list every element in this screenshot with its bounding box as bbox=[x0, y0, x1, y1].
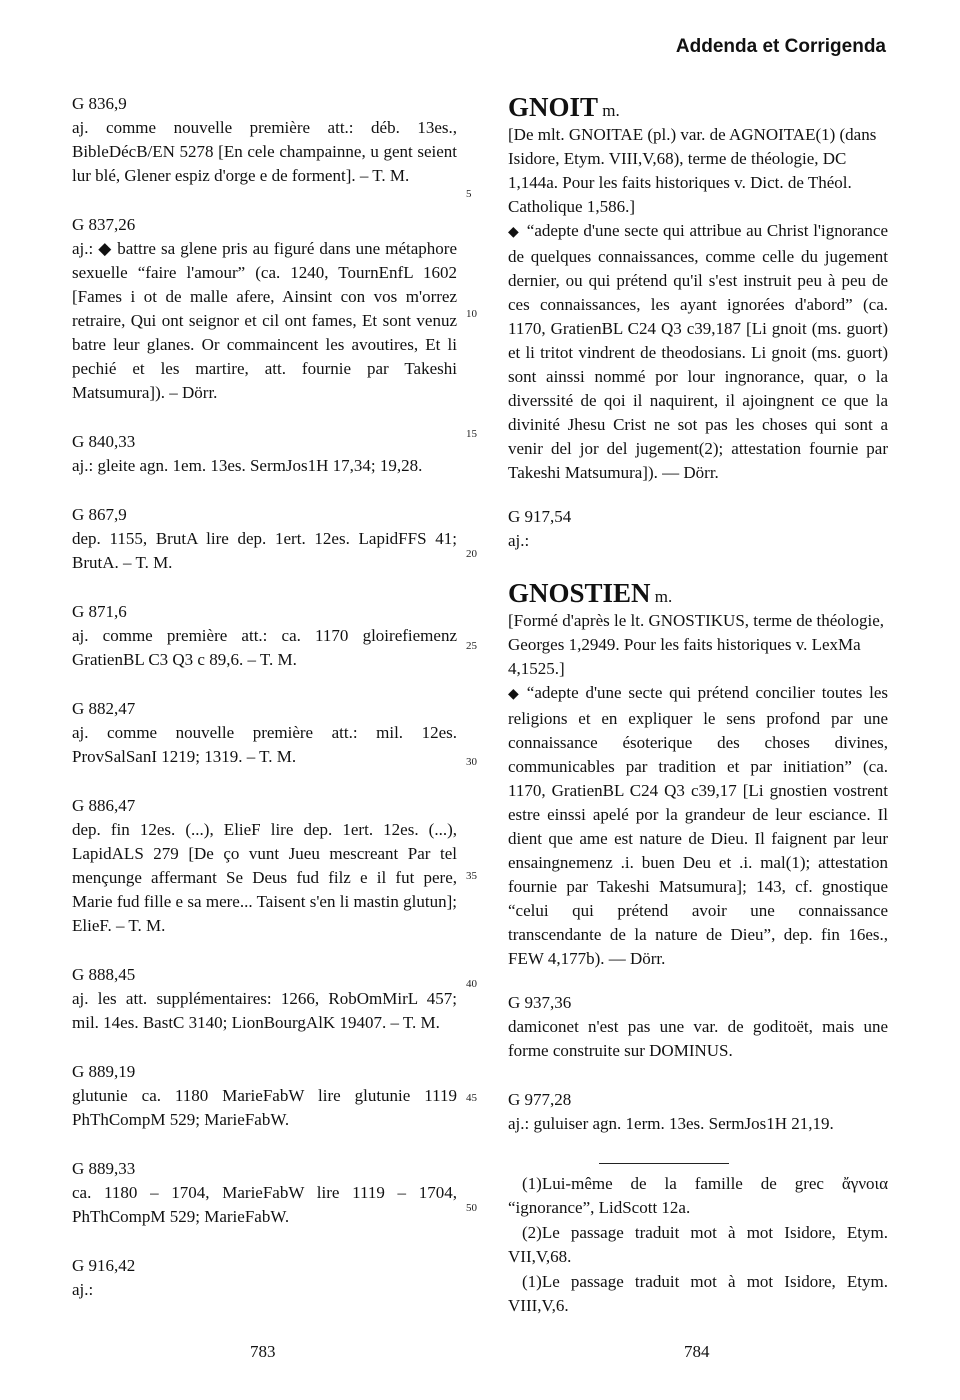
entry-ref: G 840,33 bbox=[72, 432, 136, 451]
entry-ref: G 889,19 bbox=[72, 1062, 136, 1081]
line-number: 25 bbox=[466, 640, 477, 652]
entry-text: aj.: guluiser agn. 1erm. 13es. SermJos1H 21,19. bbox=[508, 1114, 834, 1133]
line-number: 45 bbox=[466, 1092, 477, 1104]
line-number: 40 bbox=[466, 978, 477, 990]
right-column bbox=[508, 92, 888, 1161]
entry-g937 bbox=[508, 991, 888, 1063]
entry-text: aj. comme nouvelle première att.: mil. 12es. ProvSalSanI 1219; 1319. – T. M. bbox=[72, 723, 457, 766]
entry-ref: G 937,36 bbox=[508, 993, 572, 1012]
entry-text: dep. fin 12es. (...), ElieF lire dep. 1ert. 12es. (...), LapidALS 279 [De ço vunt Jueu mescreant Par tel mençunge affermant Se Deus fud filz e il fut pere, Marie fud fille e sa mere... Taisent s'en li mastin glutun]; ElieF. – T. M. bbox=[72, 820, 457, 935]
entry-ref: G 871,6 bbox=[72, 602, 127, 621]
entry-g840 bbox=[72, 430, 457, 478]
entry-text: aj. les att. supplémentaires: 1266, RobOmMirL 457; mil. 14es. BastC 3140; LionBourgAlK 19407. – T. M. bbox=[72, 989, 457, 1032]
entry-ref: G 917,54 bbox=[508, 507, 572, 526]
entry-g886 bbox=[72, 794, 457, 938]
entry-text: dep. 1155, BrutA lire dep. 1ert. 12es. LapidFFS 41; BrutA. – T. M. bbox=[72, 529, 457, 572]
line-number: 5 bbox=[466, 188, 472, 200]
entry-text: glutunie ca. 1180 MarieFabW lire glutunie 1119 PhThCompM 529; MarieFabW. bbox=[72, 1086, 457, 1129]
diamond-icon: ◆ bbox=[508, 687, 519, 702]
entry-ref: G 977,28 bbox=[508, 1090, 572, 1109]
entry-g882 bbox=[72, 697, 457, 769]
grammatical-category: m. bbox=[602, 101, 620, 120]
etymology: [Formé d'après le lt. GNOSTIKUS, terme de théologie, Georges 1,2949. Pour les faits historiques v. LexMa 4,1525.] bbox=[508, 611, 885, 678]
entry-ref: G 836,9 bbox=[72, 94, 127, 113]
running-header: Addenda et Corrigenda bbox=[675, 36, 886, 57]
footnotes bbox=[508, 1172, 888, 1319]
entry-ref: G 889,33 bbox=[72, 1159, 136, 1178]
entry-g837 bbox=[72, 213, 457, 405]
entry-g916 bbox=[72, 1254, 457, 1302]
entry-g836 bbox=[72, 92, 457, 188]
entry-g871 bbox=[72, 600, 457, 672]
entry-ref: G 916,42 bbox=[72, 1256, 136, 1275]
entry-text: aj.: gleite agn. 1em. 13es. SermJos1H 17,34; 19,28. bbox=[72, 456, 423, 475]
etymology: [De mlt. GNOITAE (pl.) var. de AGNOITAE(1) (dans Isidore, Etym. VIII,V,68), terme de théologie, DC 1,144a. Pour les faits historiques v. Dict. de Théol. Catholique 1,586.] bbox=[508, 125, 877, 216]
left-column bbox=[72, 92, 457, 1327]
entry-text: aj.: bbox=[72, 1280, 94, 1299]
line-number: 50 bbox=[466, 1202, 477, 1214]
diamond-icon: ◆ bbox=[508, 225, 519, 240]
sense bbox=[508, 681, 888, 971]
footnote: (1)Lui-même de la famille de grec ἄγνοια “ignorance”, LidScott 12a. bbox=[508, 1174, 888, 1217]
entry-g889-33 bbox=[72, 1157, 457, 1229]
entry-g867 bbox=[72, 503, 457, 575]
headword: GNOSTIEN bbox=[508, 578, 651, 608]
line-number: 35 bbox=[466, 870, 477, 882]
footnote-rule bbox=[599, 1163, 729, 1164]
line-number: 20 bbox=[466, 548, 477, 560]
entry-text: aj.: bbox=[508, 531, 530, 550]
footnote: (2)Le passage traduit mot à mot Isidore, Etym. VII,V,68. bbox=[508, 1223, 888, 1266]
entry-text: ca. 1180 – 1704, MarieFabW lire 1119 – 1704, PhThCompM 529; MarieFabW. bbox=[72, 1183, 457, 1226]
entry-g888 bbox=[72, 963, 457, 1035]
line-number: 15 bbox=[466, 428, 477, 440]
page-number-right: 784 bbox=[684, 1342, 710, 1361]
entry-ref: G 886,47 bbox=[72, 796, 136, 815]
line-number: 30 bbox=[466, 756, 477, 768]
lemma-gnoit bbox=[508, 92, 888, 485]
entry-ref: G 888,45 bbox=[72, 965, 136, 984]
entry-text: aj.: ◆ battre sa glene pris au figuré dans une métaphore sexuelle “faire l'amour” (ca. 1240, TournEnfL 1602 [Fames i ot de malle afere, Ainsint con vos m'orrez retraire, Qui ont seignor et cil ont fames, Et sont venuz batre leur glanes. Or commaincent les avoutires, Et li pechié et les martire, att. fournie par Takeshi Matsumura]). – Dörr. bbox=[72, 239, 457, 402]
entry-text: aj. comme nouvelle première att.: déb. 13es., BibleDécB/EN 5278 [En cele champainne, u gent seient lur blé, Glener espiz d'orge e de forment]. – T. M. bbox=[72, 118, 457, 185]
entry-g889-19 bbox=[72, 1060, 457, 1132]
entry-g977 bbox=[508, 1088, 888, 1136]
headword: GNOIT bbox=[508, 92, 599, 122]
grammatical-category: m. bbox=[654, 587, 673, 606]
entry-g917 bbox=[508, 505, 888, 553]
entry-ref: G 867,9 bbox=[72, 505, 127, 524]
entry-text: aj. comme première att.: ca. 1170 gloirefiemenz GratienBL C3 Q3 c 89,6. – T. M. bbox=[72, 626, 457, 669]
line-number: 10 bbox=[466, 308, 477, 320]
entry-ref: G 882,47 bbox=[72, 699, 136, 718]
page-number-left: 783 bbox=[250, 1342, 276, 1361]
sense bbox=[508, 219, 888, 485]
entry-text: damiconet n'est pas une var. de goditoët, mais une forme construite sur DOMINUS. bbox=[508, 1017, 888, 1060]
sense-text: “adepte d'une secte qui prétend concilier toutes les religions et en expliquer le sens profond par une connaissance ésoterique des choses divines, communicables par tradition et par initiation” (ca. 1170, GratienBL C24 Q3 c39,17 [Li gnostien vostrent estre einssi apelé por la grandeur de leur esciance. Il dient que ame est nature de Dieu. Il faignent par leur ensaingnemenz .i. buen Deu et .i. mal(1); attestation fournie par Takeshi Matsumura]; 143, cf. gnostique “celui qui prétend avoir une connaissance transcendante de la nature de Dieu”, dep. fin 16es., FEW 4,177b). — Dörr. bbox=[508, 683, 888, 968]
footnote: (1)Le passage traduit mot à mot Isidore, Etym. VIII,V,6. bbox=[508, 1272, 888, 1315]
sense-text: “adepte d'une secte qui attribue au Christ l'ignorance de quelques connaissances, comme celle du jugement dernier, ou qui prétend qu'il s'est instruit peu à peu de ces connaissances, les ayant ignorées d'abord” (ca. 1170, GratienBL C24 Q3 c39,187 [Li gnoit (ms. guort) et li tritot vindrent de theodosians. Li gnoit (ms. guort) sont ainssi nommé por lour ingnorance, quar, o la diverssité de qoi il naquirent, il ajoingnent ce que la divinité Jhesu Crist ne sot pas les choses qui sont a venir del jor del jugement(2); attestation fournie par Takeshi Matsumura]). — Dörr. bbox=[508, 221, 888, 482]
lemma-gnostien bbox=[508, 578, 888, 971]
entry-ref: G 837,26 bbox=[72, 215, 136, 234]
